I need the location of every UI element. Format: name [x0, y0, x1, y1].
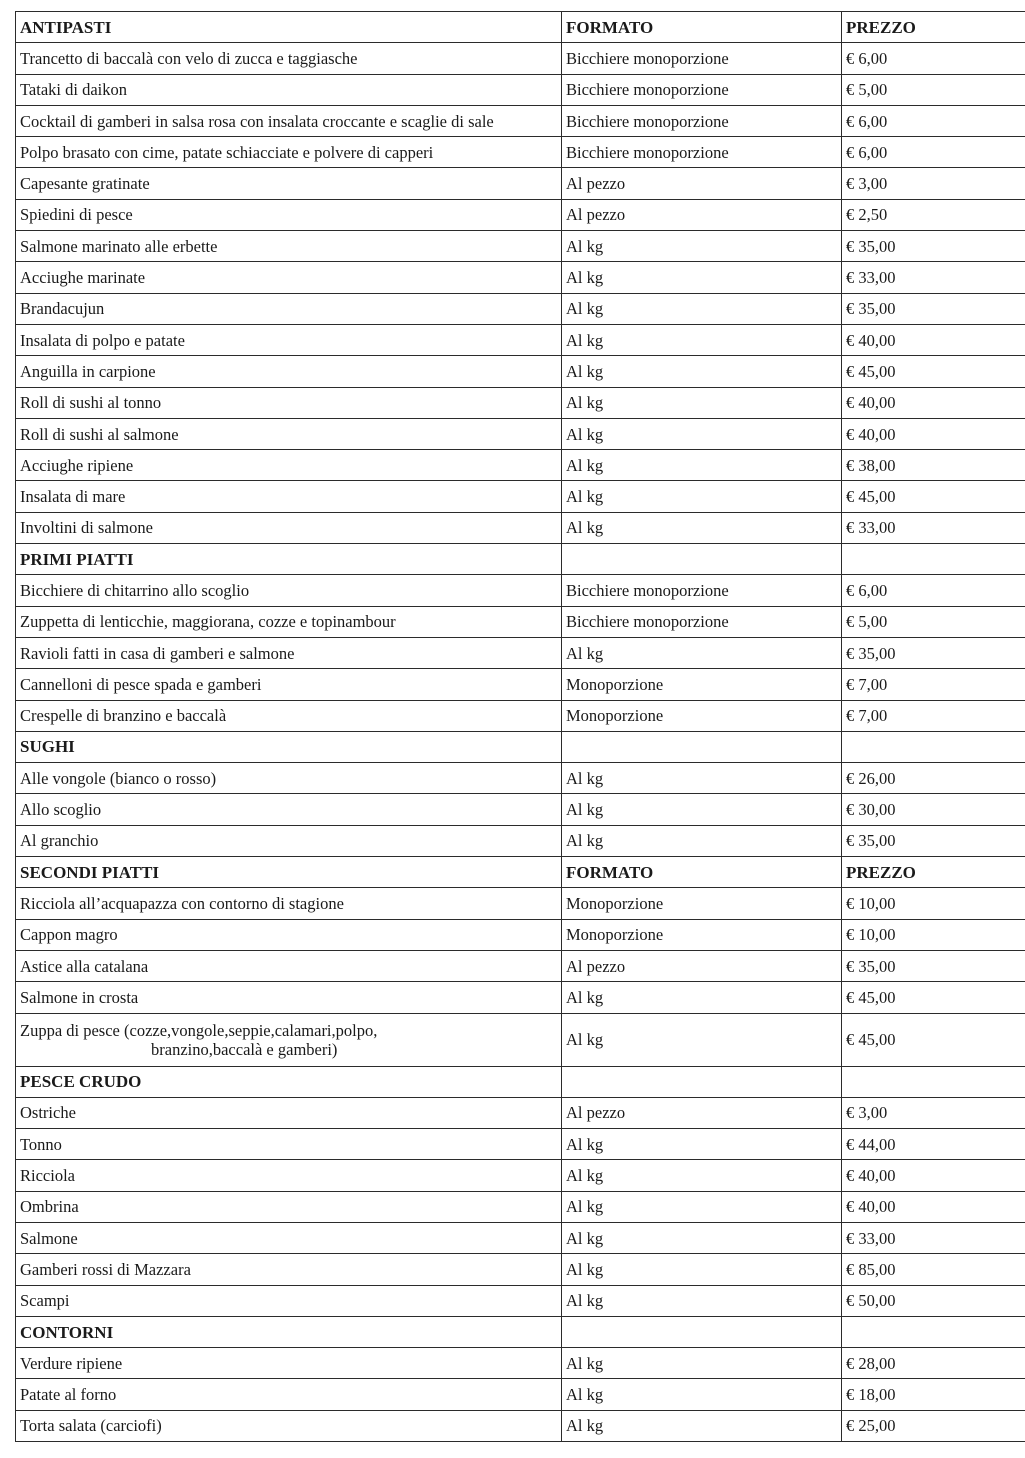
item-format: Al kg	[562, 262, 842, 293]
item-name: Crespelle di branzino e baccalà	[16, 700, 562, 731]
item-price: € 50,00	[842, 1285, 1025, 1316]
item-name: Zuppetta di lenticchie, maggiorana, cozze e topinambour	[16, 606, 562, 637]
item-format: Bicchiere monoporzione	[562, 575, 842, 606]
menu-table-body	[16, 12, 1025, 1442]
item-price: € 30,00	[842, 794, 1025, 825]
section-title: SECONDI PIATTI	[16, 857, 562, 888]
format-column-header: FORMATO	[562, 857, 842, 888]
menu-item-row	[16, 982, 1025, 1013]
item-format: Al kg	[562, 481, 842, 512]
menu-item-row	[16, 231, 1025, 262]
menu-item-row	[16, 356, 1025, 387]
section-title: SUGHI	[16, 731, 562, 762]
price-column-header	[842, 1316, 1025, 1347]
menu-item-row	[16, 387, 1025, 418]
item-name-line1: Zuppa di pesce (cozze,vongole,seppie,calamari,polpo,	[20, 1020, 378, 1040]
menu-item-row	[16, 43, 1025, 74]
format-column-header	[562, 544, 842, 575]
item-name: Roll di sushi al salmone	[16, 418, 562, 449]
menu-item-row	[16, 450, 1025, 481]
item-price: € 35,00	[842, 825, 1025, 856]
item-name: Ricciola	[16, 1160, 562, 1191]
item-format: Al kg	[562, 982, 842, 1013]
item-price: € 10,00	[842, 919, 1025, 950]
item-price: € 44,00	[842, 1129, 1025, 1160]
item-price: € 38,00	[842, 450, 1025, 481]
item-price: € 45,00	[842, 1013, 1025, 1066]
item-format: Al pezzo	[562, 950, 842, 981]
item-format: Al kg	[562, 1379, 842, 1410]
menu-item-row	[16, 1379, 1025, 1410]
item-name: Astice alla catalana	[16, 950, 562, 981]
item-format: Al kg	[562, 293, 842, 324]
item-format: Al kg	[562, 1129, 842, 1160]
item-price: € 28,00	[842, 1348, 1025, 1379]
item-format: Al kg	[562, 1254, 842, 1285]
menu-item-row	[16, 794, 1025, 825]
item-price: € 5,00	[842, 74, 1025, 105]
item-name: Acciughe ripiene	[16, 450, 562, 481]
item-price: € 45,00	[842, 356, 1025, 387]
menu-item-row	[16, 825, 1025, 856]
item-price: € 18,00	[842, 1379, 1025, 1410]
item-price: € 6,00	[842, 575, 1025, 606]
item-name: Polpo brasato con cime, patate schiacciate e polvere di capperi	[16, 137, 562, 168]
menu-item-row	[16, 418, 1025, 449]
menu-item-row	[16, 262, 1025, 293]
item-format: Al kg	[562, 418, 842, 449]
item-name: Tonno	[16, 1129, 562, 1160]
menu-item-row	[16, 1013, 1025, 1066]
item-price: € 10,00	[842, 888, 1025, 919]
price-column-header: PREZZO	[842, 857, 1025, 888]
item-name: Ravioli fatti in casa di gamberi e salmone	[16, 637, 562, 668]
format-column-header	[562, 1066, 842, 1097]
item-price: € 85,00	[842, 1254, 1025, 1285]
section-title: PRIMI PIATTI	[16, 544, 562, 575]
item-name: Salmone	[16, 1222, 562, 1253]
item-price: € 33,00	[842, 1222, 1025, 1253]
menu-item-row	[16, 1191, 1025, 1222]
format-column-header: FORMATO	[562, 12, 842, 43]
item-format: Bicchiere monoporzione	[562, 74, 842, 105]
menu-item-row	[16, 637, 1025, 668]
item-format: Al kg	[562, 512, 842, 543]
item-name: Insalata di mare	[16, 481, 562, 512]
price-column-header	[842, 731, 1025, 762]
item-name: Bicchiere di chitarrino allo scoglio	[16, 575, 562, 606]
item-format: Bicchiere monoporzione	[562, 606, 842, 637]
item-format: Al kg	[562, 387, 842, 418]
item-name: Scampi	[16, 1285, 562, 1316]
section-header-row	[16, 1066, 1025, 1097]
item-price: € 35,00	[842, 637, 1025, 668]
item-price: € 7,00	[842, 669, 1025, 700]
item-price: € 5,00	[842, 606, 1025, 637]
format-column-header	[562, 731, 842, 762]
item-format: Al kg	[562, 1222, 842, 1253]
item-name: Gamberi rossi di Mazzara	[16, 1254, 562, 1285]
menu-item-row	[16, 168, 1025, 199]
item-name: Torta salata (carciofi)	[16, 1410, 562, 1441]
item-name: Cocktail di gamberi in salsa rosa con insalata croccante e scaglie di sale	[16, 105, 562, 136]
item-format: Al kg	[562, 763, 842, 794]
menu-item-row	[16, 1160, 1025, 1191]
item-format: Al kg	[562, 1410, 842, 1441]
item-name: Trancetto di baccalà con velo di zucca e taggiasche	[16, 43, 562, 74]
item-price: € 6,00	[842, 105, 1025, 136]
item-price: € 7,00	[842, 700, 1025, 731]
item-name: Verdure ripiene	[16, 1348, 562, 1379]
section-header-row	[16, 544, 1025, 575]
item-name: Ombrina	[16, 1191, 562, 1222]
item-name: Salmone in crosta	[16, 982, 562, 1013]
item-name	[16, 1013, 562, 1066]
menu-item-row	[16, 700, 1025, 731]
menu-item-row	[16, 1285, 1025, 1316]
menu-item-row	[16, 763, 1025, 794]
item-format: Al kg	[562, 231, 842, 262]
item-name: Brandacujun	[16, 293, 562, 324]
item-price: € 40,00	[842, 1191, 1025, 1222]
item-format: Al pezzo	[562, 199, 842, 230]
menu-item-row	[16, 606, 1025, 637]
item-name: Allo scoglio	[16, 794, 562, 825]
item-price: € 6,00	[842, 137, 1025, 168]
item-name: Alle vongole (bianco o rosso)	[16, 763, 562, 794]
item-format: Bicchiere monoporzione	[562, 43, 842, 74]
item-price: € 33,00	[842, 262, 1025, 293]
menu-item-row	[16, 324, 1025, 355]
item-format: Al kg	[562, 356, 842, 387]
item-name: Salmone marinato alle erbette	[16, 231, 562, 262]
item-price: € 35,00	[842, 950, 1025, 981]
item-format: Al kg	[562, 825, 842, 856]
item-price: € 3,00	[842, 168, 1025, 199]
section-header-row	[16, 731, 1025, 762]
item-format: Al pezzo	[562, 1097, 842, 1128]
section-header-row	[16, 857, 1025, 888]
menu-item-row	[16, 1129, 1025, 1160]
price-column-header	[842, 544, 1025, 575]
section-title: ANTIPASTI	[16, 12, 562, 43]
item-price: € 35,00	[842, 231, 1025, 262]
item-name-line2: branzino,baccalà e gamberi)	[151, 1039, 338, 1059]
item-format: Monoporzione	[562, 919, 842, 950]
menu-item-row	[16, 1097, 1025, 1128]
item-price: € 33,00	[842, 512, 1025, 543]
price-column-header: PREZZO	[842, 12, 1025, 43]
item-price: € 2,50	[842, 199, 1025, 230]
menu-item-row	[16, 512, 1025, 543]
item-format: Al kg	[562, 637, 842, 668]
item-price: € 40,00	[842, 387, 1025, 418]
item-format: Bicchiere monoporzione	[562, 137, 842, 168]
item-format: Monoporzione	[562, 888, 842, 919]
item-name: Tataki di daikon	[16, 74, 562, 105]
item-name: Roll di sushi al tonno	[16, 387, 562, 418]
section-header-row	[16, 12, 1025, 43]
item-format: Al kg	[562, 450, 842, 481]
menu-item-row	[16, 199, 1025, 230]
item-format: Al kg	[562, 324, 842, 355]
menu-item-row	[16, 669, 1025, 700]
item-name: Cappon magro	[16, 919, 562, 950]
item-price: € 26,00	[842, 763, 1025, 794]
item-format: Al kg	[562, 1285, 842, 1316]
item-name: Acciughe marinate	[16, 262, 562, 293]
item-format: Al kg	[562, 1348, 842, 1379]
item-name: Capesante gratinate	[16, 168, 562, 199]
item-price: € 35,00	[842, 293, 1025, 324]
menu-item-row	[16, 888, 1025, 919]
item-price: € 45,00	[842, 481, 1025, 512]
menu-item-row	[16, 105, 1025, 136]
item-format: Al kg	[562, 1191, 842, 1222]
item-format: Al kg	[562, 1160, 842, 1191]
item-price: € 45,00	[842, 982, 1025, 1013]
item-name: Insalata di polpo e patate	[16, 324, 562, 355]
item-name: Ostriche	[16, 1097, 562, 1128]
item-price: € 40,00	[842, 1160, 1025, 1191]
menu-item-row	[16, 1410, 1025, 1441]
item-name: Spiedini di pesce	[16, 199, 562, 230]
menu-item-row	[16, 481, 1025, 512]
item-format: Monoporzione	[562, 700, 842, 731]
item-name: Al granchio	[16, 825, 562, 856]
item-format: Al kg	[562, 794, 842, 825]
menu-item-row	[16, 137, 1025, 168]
menu-price-table	[15, 11, 1025, 1442]
item-price: € 6,00	[842, 43, 1025, 74]
menu-item-row	[16, 1348, 1025, 1379]
item-name: Ricciola all’acquapazza con contorno di stagione	[16, 888, 562, 919]
item-name: Anguilla in carpione	[16, 356, 562, 387]
item-price: € 25,00	[842, 1410, 1025, 1441]
menu-item-row	[16, 575, 1025, 606]
menu-item-row	[16, 1222, 1025, 1253]
menu-item-row	[16, 293, 1025, 324]
item-price: € 40,00	[842, 324, 1025, 355]
item-name: Cannelloni di pesce spada e gamberi	[16, 669, 562, 700]
menu-item-row	[16, 950, 1025, 981]
item-format: Al kg	[562, 1013, 842, 1066]
item-format: Al pezzo	[562, 168, 842, 199]
price-column-header	[842, 1066, 1025, 1097]
format-column-header	[562, 1316, 842, 1347]
section-title: PESCE CRUDO	[16, 1066, 562, 1097]
item-format: Monoporzione	[562, 669, 842, 700]
item-format: Bicchiere monoporzione	[562, 105, 842, 136]
item-name: Involtini di salmone	[16, 512, 562, 543]
item-name: Patate al forno	[16, 1379, 562, 1410]
item-price: € 40,00	[842, 418, 1025, 449]
menu-item-row	[16, 1254, 1025, 1285]
menu-item-row	[16, 74, 1025, 105]
section-title: CONTORNI	[16, 1316, 562, 1347]
section-header-row	[16, 1316, 1025, 1347]
menu-item-row	[16, 919, 1025, 950]
item-price: € 3,00	[842, 1097, 1025, 1128]
